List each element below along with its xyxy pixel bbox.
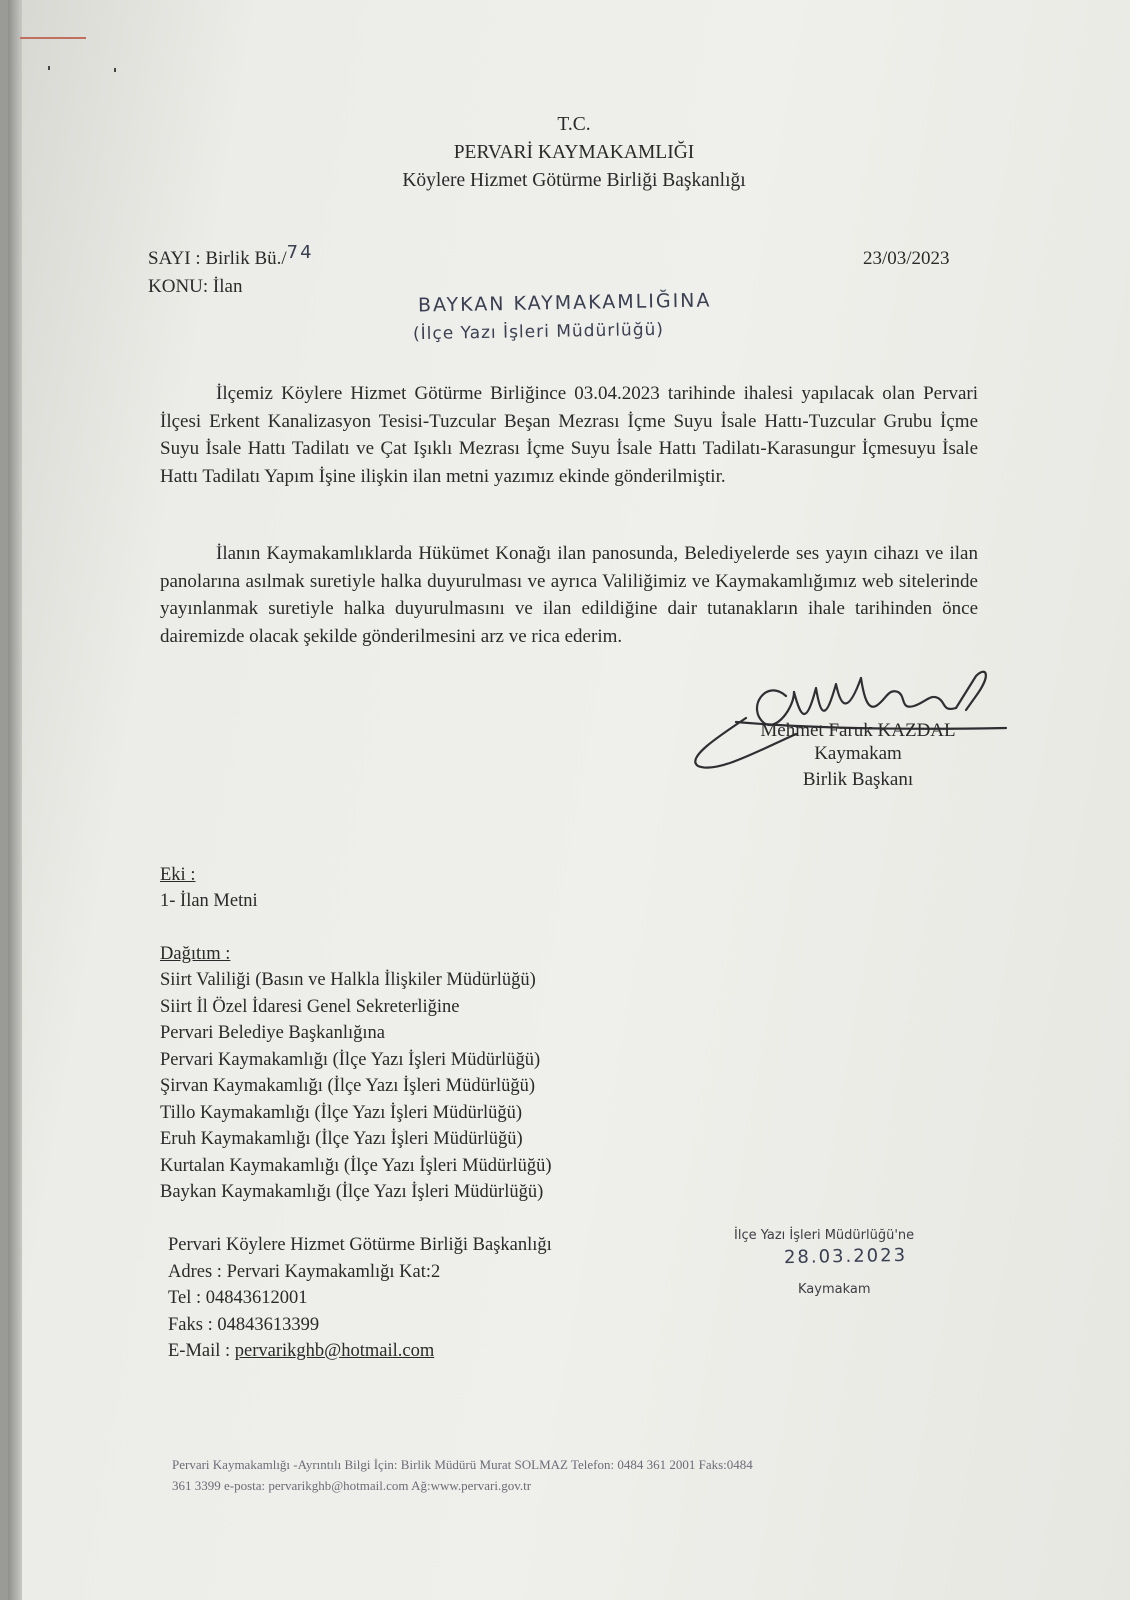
distribution-item: Siirt Valiliği (Basın ve Halkla İlişkiler Müdürlüğü): [160, 970, 536, 990]
page-edge-shadow: [8, 0, 22, 1600]
contact-fax: Faks : 04843613399: [168, 1314, 320, 1335]
signatory-title-2: Birlik Başkanı: [802, 769, 914, 790]
header-office: PERVARİ KAYMAKAMLIĞI: [453, 142, 695, 163]
sayi-line: [148, 242, 314, 270]
distribution-item: Siirt İl Özel İdaresi Genel Sekreterliğine: [160, 996, 460, 1017]
footer-line-1: Pervari Kaymakamlığı -Ayrıntılı Bilgi İçin: Birlik Müdürü Murat SOLMAZ Telefon: 0484 361 2001 Faks:0484: [172, 1457, 753, 1472]
distribution-item: Eruh Kaymakamlığı (İlçe Yazı İşleri Müdürlüğü): [160, 1129, 523, 1149]
sayi-handwritten-number: 74: [286, 242, 314, 263]
distribution-heading: Dağıtım :: [160, 944, 231, 964]
attachment-item: 1- İlan Metni: [160, 891, 258, 911]
handwritten-addressee-unit: (İlçe Yazı İşleri Müdürlüğü): [412, 319, 665, 345]
stamp-kaymakam: Kaymakam: [798, 1282, 871, 1297]
document-date: 23/03/2023: [863, 248, 950, 269]
konu-line: KONU: İlan: [148, 276, 243, 297]
contact-email-line: [168, 1338, 552, 1365]
distribution-item: Şirvan Kaymakamlığı (İlçe Yazı İşleri Müdürlüğü): [160, 1076, 536, 1096]
body-paragraph-2: İlanın Kaymakamlıklarda Hükümet Konağı ilan panosunda, Belediyelerde ses yayın cihazı ve ilan panolarına asılmak suretiyle halka duyurulması ve ayrıca Valiliğimiz ve Kaymakamlığımız web sitelerinde yayınlanmak suretiyle halka duyurulmasını ve ilan edildiğine dair tutanakların ihale tarihinden önce dairemizde olacak şekilde gönderilmesini arz ve rica ederim.: [160, 543, 978, 647]
distribution-item: Kurtalan Kaymakamlığı (İlçe Yazı İşleri Müdürlüğü): [160, 1155, 552, 1176]
distribution-item: Tillo Kaymakamlığı (İlçe Yazı İşleri Müdürlüğü): [160, 1102, 523, 1123]
contact-block: [168, 1232, 552, 1365]
sayi-label: SAYI : Birlik Bü./: [148, 248, 287, 269]
stamp-office: İlçe Yazı İşleri Müdürlüğü'ne: [734, 1228, 915, 1243]
contact-organization: Pervari Köylere Hizmet Götürme Birliği Başkanlığı: [168, 1235, 552, 1255]
distribution-item: Pervari Kaymakamlığı (İlçe Yazı İşleri Müdürlüğü): [160, 1049, 541, 1070]
signatory-name: Mehmet Faruk KAZDAL: [760, 720, 956, 741]
signatory-title: Kaymakam: [814, 743, 902, 764]
red-pen-mark: [20, 37, 86, 39]
contact-phone: Tel : 04843612001: [168, 1288, 308, 1308]
distribution-item: Pervari Belediye Başkanlığına: [160, 1023, 386, 1043]
speck: [48, 66, 50, 70]
body-paragraph-1: İlçemiz Köylere Hizmet Götürme Birliğince 03.04.2023 tarihinde ihalesi yapılacak olan Pervari İlçesi Erkent Kanalizasyon Tesisi-Tuzcular Beşan Mezrası İçme Suyu İsale Hattı-Tuzcular Grubu İçme Suyu İsale Hattı Tadilatı ve Çat Işıklı Mezrası İçme Suyu İsale Hattı Tadilatı-Karasungur İçmesuyu İsale Hattı Tadilatı Yapım İşine ilişkin ilan metni yazımız ekinde gönderilmiştir.: [160, 383, 978, 487]
contact-address: Adres : Pervari Kaymakamlığı Kat:2: [168, 1261, 441, 1282]
header-department: Köylere Hizmet Götürme Birliği Başkanlığı: [402, 170, 746, 191]
handwritten-addressee: BAYKAN KAYMAKAMLIĞINA: [417, 289, 712, 317]
speck: [114, 68, 116, 72]
contact-email-label: E-Mail :: [168, 1341, 235, 1361]
header-tc: T.C.: [557, 114, 591, 135]
contact-email-link[interactable]: pervarikghb@hotmail.com: [234, 1341, 435, 1361]
distribution-list: [160, 967, 551, 1206]
document-sheet: [8, 0, 1130, 1600]
footer-line-2: 361 3399 e-posta: pervarikghb@hotmail.com Ağ:www.pervari.gov.tr: [172, 1478, 532, 1493]
stamp-handwritten-date: 28.03.2023: [783, 1244, 908, 1269]
distribution-item: Baykan Kaymakamlığı (İlçe Yazı İşleri Müdürlüğü): [160, 1182, 544, 1202]
attachments-heading: Eki :: [160, 865, 196, 885]
